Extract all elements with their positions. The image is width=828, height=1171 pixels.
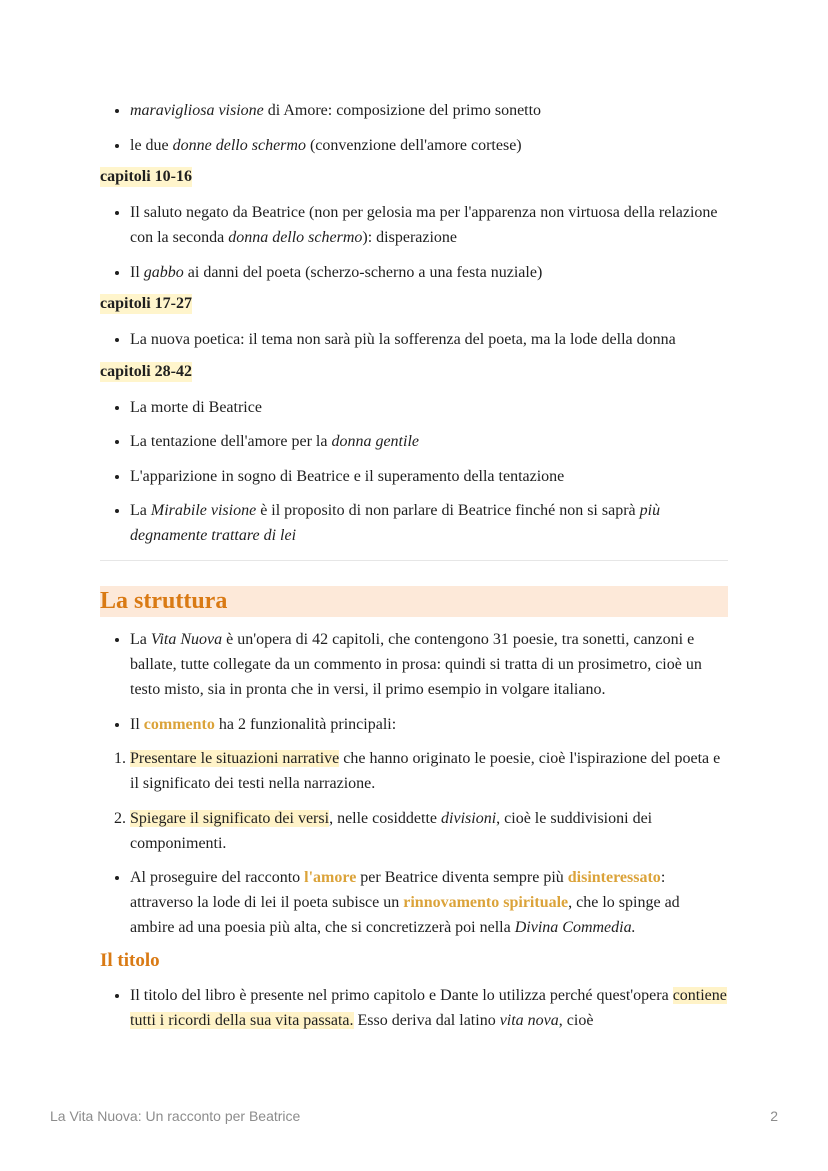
chapter-heading: capitoli 10-16 — [100, 168, 192, 185]
keyword-highlight: commento — [143, 715, 215, 733]
section-divider — [100, 560, 728, 561]
page-content — [100, 98, 728, 1033]
chapter-heading: capitoli 17-27 — [100, 295, 192, 312]
numbered-list-functions — [100, 746, 728, 856]
list-chapters-17-27 — [100, 327, 728, 352]
list-item: • Il commento ha 2 funzionalità principali: — [130, 712, 728, 737]
section-heading-struttura: La struttura — [100, 586, 728, 617]
list-item: • La Vita Nuova è un'opera di 42 capitoli, che contengono 31 poesie, tra sonetti, canzoni e ballate, tutte collegate da un commento in prosa: quindi si tratta di un prosimetro, cioè un testo misto, sia in pronta che in versi, il primo esempio in volgare italiano. — [130, 627, 728, 702]
text-highlight: Spiegare il significato dei versi — [130, 809, 330, 827]
list-item: • Il gabbo ai danni del poeta (scherzo-scherno a una festa nuziale) — [130, 260, 728, 285]
list-item: • Il saluto negato da Beatrice (non per gelosia ma per l'apparenza non virtuosa della relazione con la seconda donna dello schermo): disperazione — [130, 200, 728, 250]
chapter-heading-17-27-wrap — [100, 294, 728, 314]
list-item: • La nuova poetica: il tema non sarà più la sofferenza del poeta, ma la lode della donna — [130, 327, 728, 352]
chapter-heading-10-16-wrap — [100, 167, 728, 187]
list-episodes-intro — [100, 98, 728, 158]
page-number: 2 — [770, 1108, 778, 1124]
list-item: 1. Presentare le situazioni narrative che hanno originato le poesie, cioè l'ispirazione del poeta e il significato dei testi nella narrazione. — [130, 746, 728, 796]
list-item: • L'apparizione in sogno di Beatrice e il superamento della tentazione — [130, 464, 728, 489]
list-item: • La tentazione dell'amore per la donna gentile — [130, 429, 728, 454]
text-highlight: Presentare le situazioni narrative — [130, 750, 340, 767]
list-item: • Al proseguire del racconto l'amore per Beatrice diventa sempre più disinteressato: attraverso la lode di lei il poeta subisce un rinnovamento spirituale, che lo spinge ad ambire ad una poesia più alta, che si concretizzerà poi nella Divina Commedia. — [130, 865, 728, 940]
list-item: • maravigliosa visione di Amore: composizione del primo sonetto — [130, 98, 728, 123]
keyword-highlight: rinnovamento spirituale — [403, 894, 569, 911]
list-item: 2. Spiegare il significato dei versi, nelle cosiddette divisioni, cioè le suddivisioni dei componimenti. — [130, 806, 728, 856]
chapter-heading-28-42-wrap — [100, 362, 728, 382]
list-titolo — [100, 983, 728, 1033]
text-highlight: contiene tutti i ricordi della sua vita passata. — [130, 987, 727, 1029]
footer-document-title: La Vita Nuova: Un racconto per Beatrice — [50, 1108, 301, 1124]
page-footer — [50, 1108, 778, 1128]
list-chapters-28-42 — [100, 395, 728, 549]
chapter-heading: capitoli 28-42 — [100, 362, 192, 380]
list-item: • Il titolo del libro è presente nel primo capitolo e Dante lo utilizza perché quest'opera contiene tutti i ricordi della sua vita passata. Esso deriva dal latino vita nova, cioè — [130, 983, 728, 1033]
section-heading-titolo: Il titolo — [100, 950, 160, 971]
list-item: • le due donne dello schermo (convenzione dell'amore cortese) — [130, 133, 728, 158]
list-item: • La Mirabile visione è il proposito di non parlare di Beatrice finché non si saprà più degnamente trattare di lei — [130, 498, 728, 548]
keyword-highlight: l'amore — [304, 869, 357, 886]
list-item: • La morte di Beatrice — [130, 395, 728, 420]
list-chapters-10-16 — [100, 200, 728, 285]
list-struttura — [100, 627, 728, 737]
list-struttura-continued — [100, 865, 728, 940]
keyword-highlight: disinteressato — [567, 869, 661, 886]
